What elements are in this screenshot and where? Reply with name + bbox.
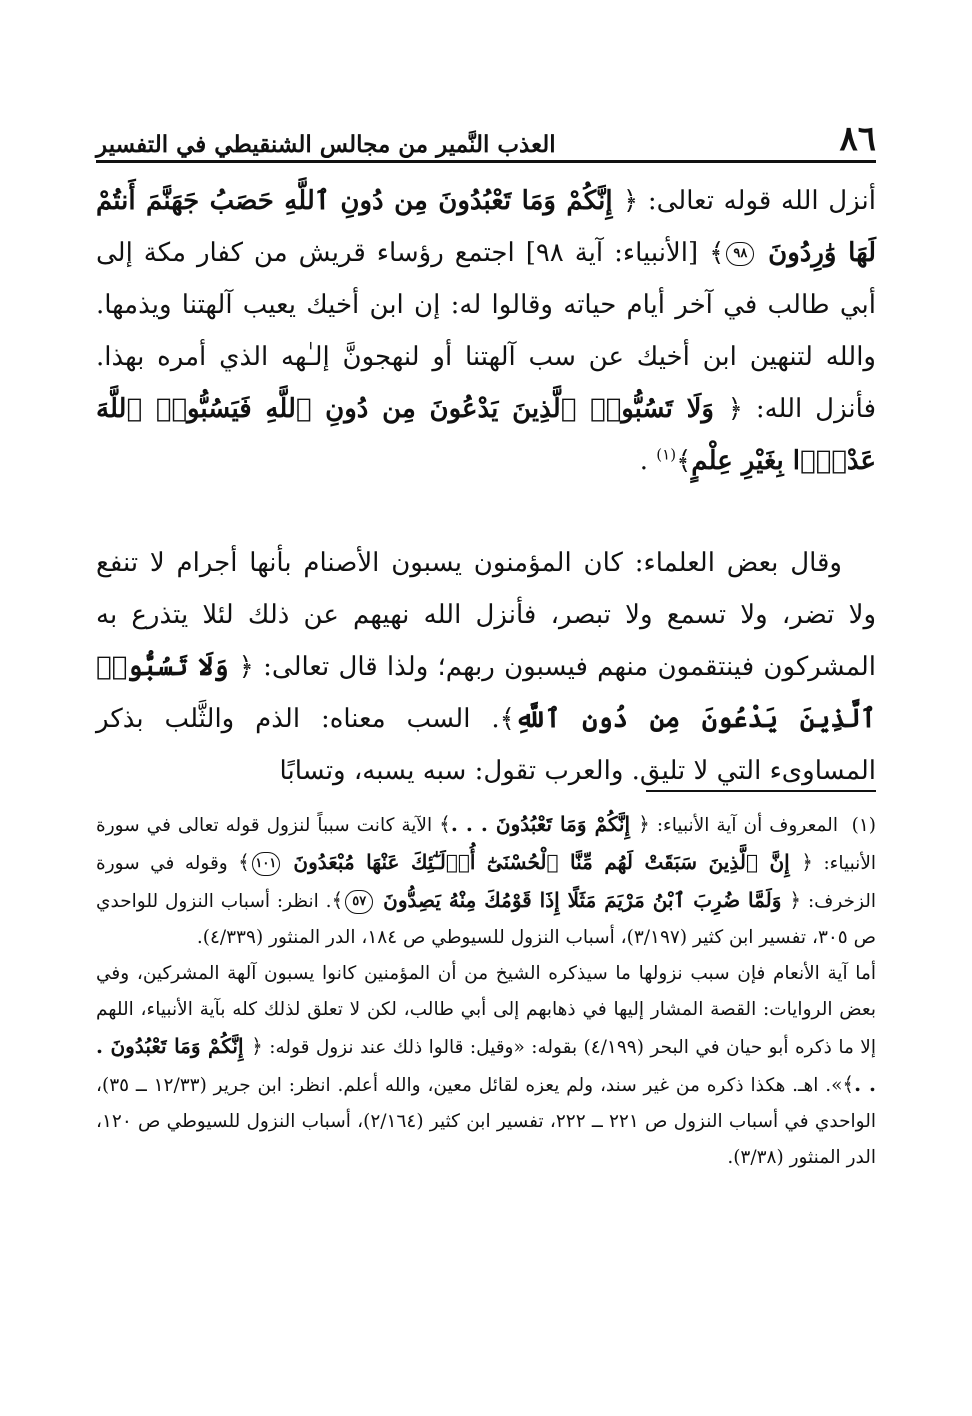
verse-text: وَلَمَّا ضُرِبَ ٱبْنُ مَرْيَمَ مَثَلًا إِذَا قَوْمُكَ مِنْهُ يَصِدُّونَ: [383, 888, 782, 912]
verse-text: وَلَا تَسُبُّوا۟ ٱلَّذِينَ يَدْعُونَ مِن دُونِ ٱللَّهِ فَيَسُبُّوا۟ ٱللَّهَ عَدْوًۢا بِغَيْرِ عِلْمٍ: [96, 394, 876, 476]
text-segment: وقال بعض العلماء: كان المؤمنون يسبون الأصنام بأنها أجرام لا تنفع ولا تضر، ولا تسمع ولا تبصر، فأنزل الله نهيهم عن ذلك لئلا يتذرع به المشركون فينتقمون منهم فيسبون ربهم؛ ولذا قال تعالى:: [96, 548, 876, 682]
text-segment: أنزل الله قوله تعالى:: [647, 186, 876, 216]
verse-text: إِنَّكُمْ وَمَا تَعْبُدُونَ . . .: [450, 812, 631, 836]
ornate-bracket-close: ﴾: [709, 238, 725, 268]
text-segment: [الأنبياء: آية ٩٨] اجتمع رؤساء قريش من كفار مكة إلى أبي طالب في آخر أيام حياته وقالوا له: إن ابن أخيك يعيب آلهتنا ويذمها. والله لتنهين ابن أخيك عن سب آلهتنا أو لنهجونَّ إلـٰهه الذي أمره بهذا. فأنزل الله:: [96, 238, 877, 424]
text-segment: المعروف أن آية الأنبياء:: [656, 815, 838, 836]
footnote-separator: [646, 790, 876, 792]
ornate-bracket-close: ﴾: [439, 812, 451, 836]
paragraph-2: [96, 537, 876, 797]
footnotes: [96, 806, 876, 1176]
ornate-bracket-close: ﴾: [676, 446, 692, 476]
paragraph-1: [96, 175, 876, 487]
header-rule: [96, 160, 876, 163]
verse-text: إِنَّكُمْ وَمَا تَعْبُدُونَ مِن دُونِ ٱللَّهِ حَصَبُ جَهَنَّمَ أَنتُمْ لَهَا وَٰرِدُونَ: [96, 186, 877, 268]
ornate-bracket-open: ﴿: [622, 186, 639, 216]
ornate-bracket-open: ﴿: [789, 888, 802, 912]
ayah-number-marker: ٥٧: [345, 890, 373, 914]
text-segment: .: [639, 446, 649, 476]
verse-text: إِنَّكُمْ وَمَا تَعْبُدُونَ . . .: [96, 1034, 876, 1096]
ornate-bracket-open: ﴿: [727, 394, 743, 424]
text-segment: . السب معناه: الذم والثَّلب بذكر المساوىء التي لا تليق. والعرب تقول: سبه يسبه، وتسابًا: [96, 704, 876, 786]
running-header: [96, 112, 876, 159]
ornate-bracket-close: ﴾: [842, 1072, 855, 1096]
text-segment: ». اهـ. هكذا ذكره من غير سند، ولم يعزه لقائل معين، والله أعلم. انظر: ابن جرير (١٢/٣٣ ــ ٣٥)، الواحدي في أسباب النزول ص ٢٢١ ــ ٢٢٢، تفسير ابن كثير (٢/١٦٤)، أسباب النزول للسيوطي ص ١٢٠، الدر المنثور (٣/٣٨).: [96, 1075, 876, 1168]
ornate-bracket-close: ﴾: [499, 704, 515, 734]
verse-text: وَلَا تَسُبُّوا۟ ٱلَّذِينَ يَدْعُونَ مِن دُونِ ٱللَّهِ: [96, 652, 876, 734]
text-segment: الآية كانت سبباً لنزول قوله تعالى في سورة الأنبياء:: [96, 815, 877, 874]
ayah-number-marker: ٩٨: [726, 242, 754, 266]
footnote-1-continuation: [96, 956, 876, 1176]
footnote-1: [96, 806, 876, 956]
ornate-bracket-open: ﴿: [638, 812, 650, 836]
page-number: ٨٦: [839, 119, 876, 159]
ornate-bracket-open: ﴿: [801, 850, 813, 874]
verse-text: إِنَّ ٱلَّذِينَ سَبَقَتْ لَهُم مِّنَّا ٱلْحُسْنَىٰٓ أُو۟لَـٰٓئِكَ عَنْهَا مُبْعَدُونَ: [293, 850, 790, 874]
ornate-bracket-close: ﴾: [238, 850, 250, 874]
ornate-bracket-open: ﴿: [238, 652, 254, 682]
footnote-reference[interactable]: (١): [656, 445, 677, 464]
quran-verse: [332, 888, 802, 912]
quran-verse: [238, 850, 813, 874]
text-segment: وقوله في سورة الزخرف:: [96, 853, 876, 912]
main-text: [96, 175, 876, 797]
text-segment: أما آية الأنعام فإن سبب نزولها ما سيذكره الشيخ من أن المؤمنين كانوا يسبون آلهة المشركين، وفي بعض الروايات: القصة المشار إليها في ذهابهم إلى أبي طالب، لكن لا تعلق لذلك كله بآية الأنبياء، اللهم إلا ما ذكره أبو حيان في البحر (٤/١٩٩) بقوله: «وقيل: قالوا ذلك عند نزول قوله:: [96, 963, 876, 1058]
quran-verse: [439, 812, 650, 836]
text-segment: . انظر: أسباب النزول للواحدي ص ٣٠٥، تفسير ابن كثير (٣/١٩٧)، أسباب النزول للسيوطي ص ١٨٤، الدر المنثور (٤/٣٣٩).: [96, 891, 876, 948]
ornate-bracket-open: ﴿: [251, 1034, 263, 1058]
running-title: العذب النَّمير من مجالس الشنقيطي في التفسير: [96, 131, 556, 158]
footnote-number: (١): [851, 815, 876, 836]
ayah-number-marker: ١٠١: [252, 852, 280, 876]
ornate-bracket-close: ﴾: [331, 888, 344, 912]
